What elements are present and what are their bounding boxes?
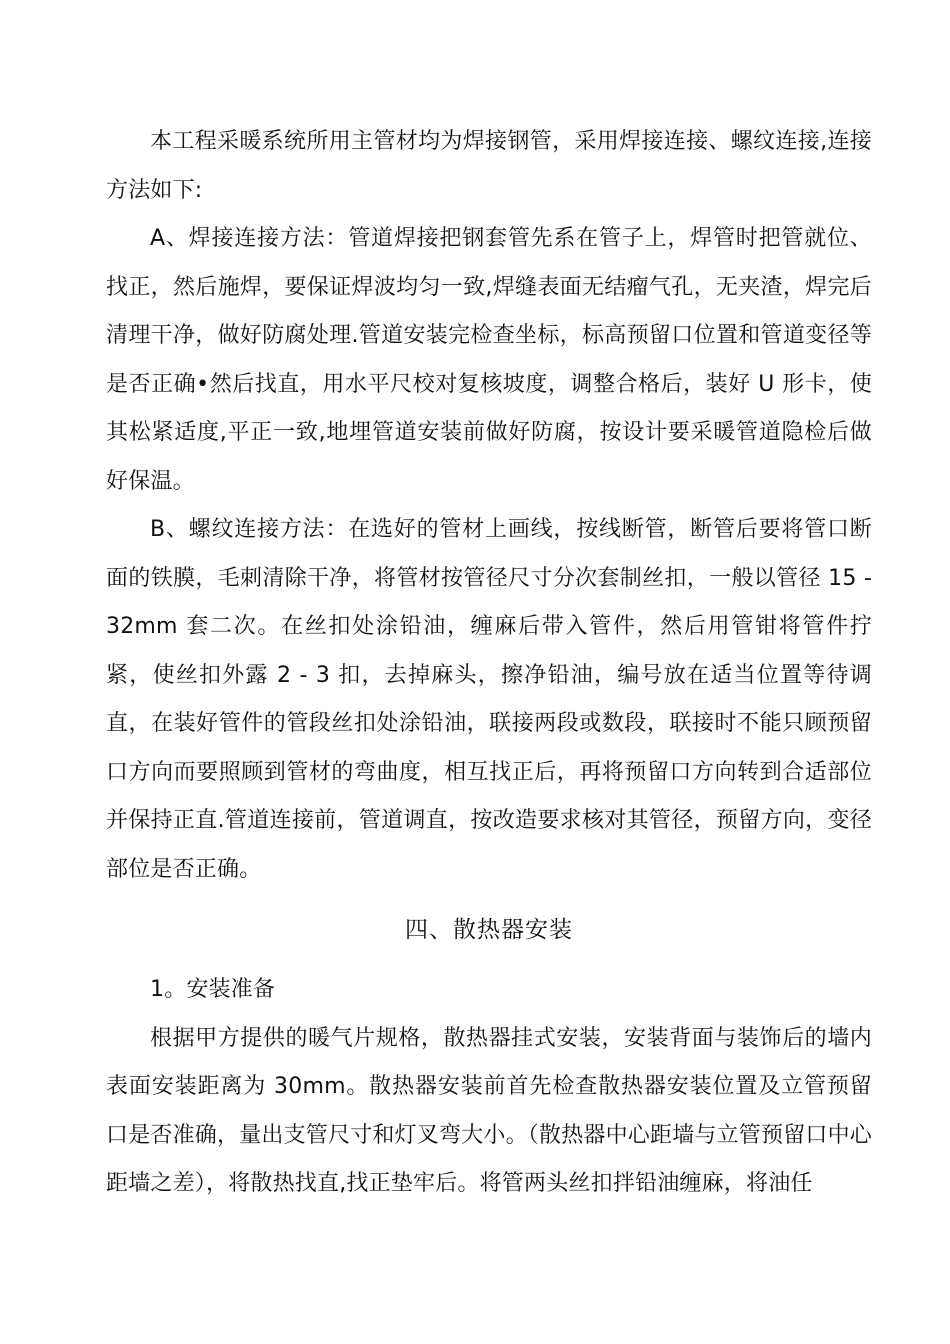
document-body (106, 118, 872, 1209)
paragraph-radiator-preparation: 根据甲方提供的暖气片规格，散热器挂式安装，安装背面与装饰后的墙内表面安装距离为 30mm。散热器安装前首先检查散热器安装位置及立管预留口是否准确，量出支管尺寸和灯叉弯大小。（散热器中心距墙与立管预留口中心距墙之差），将散热找直,找正垫牢后。将管两头丝扣拌铅油缠麻，将油任 (106, 1025, 873, 1196)
subsection-heading: 1。安装准备 (150, 977, 276, 1002)
paragraph-threading-method: B、螺纹连接方法：在选好的管材上画线，按线断管，断管后要将管口断面的铁膜，毛刺清除干净，将管材按管径尺寸分次套制丝扣，一般以管径 15 - 32mm 套二次。在丝扣处涂铅油，缠麻后带入管件，然后用管钳将管件拧紧，使丝扣外露 2 - 3 扣，去掉麻头，擦净铅油，编号放在适当位置等待调直，在装好管件的管段丝扣处涂铅油，联接两段或数段，联接时不能只顾预留口方向而要照顾到管材的弯曲度，相互找正后，再将预留口方向转到合适部位并保持正直.管道连接前，管道调直，按改造要求核对其管径，预留方向，变径部位是否正确。 (106, 517, 872, 882)
paragraph-intro: 本工程采暖系统所用主管材均为焊接钢管，采用焊接连接、螺纹连接,连接方法如下: (106, 129, 872, 203)
section-heading: 四、散热器安装 (405, 917, 573, 943)
paragraph-welding-method: A、焊接连接方法：管道焊接把钢套管先系在管子上，焊管时把管就位、找正，然后施焊，要保证焊波均匀一致,焊缝表面无结瘤气孔，无夹渣，焊完后清理干净，做好防腐处理.管道安装完检查坐标，标高预留口位置和管道变径等是否正确•然后找直，用水平尺校对复核坡度，调整合格后，装好 U 形卡，使其松紧适度,平正一致,地埋管道安装前做好防腐，按设计要采暖管道隐检后做好保温。 (106, 226, 872, 494)
